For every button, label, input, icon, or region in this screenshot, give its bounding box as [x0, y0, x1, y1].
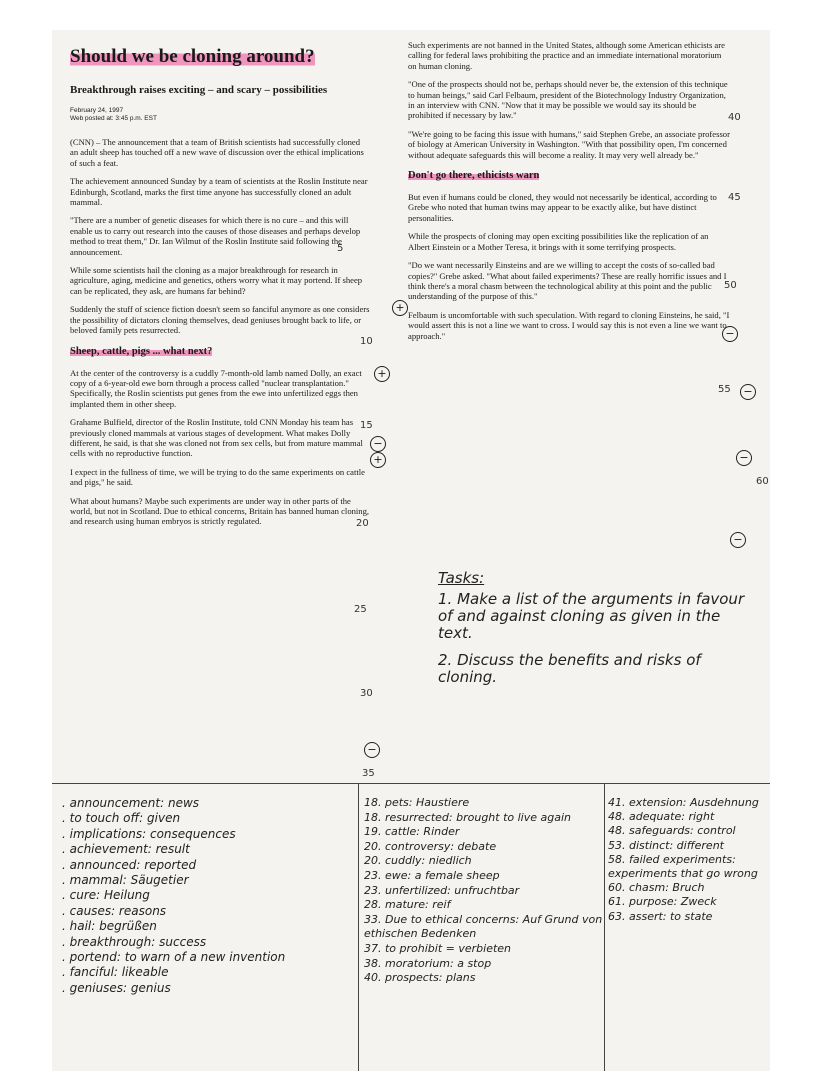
tasks-block	[438, 570, 758, 696]
paragraph: While the prospects of cloning may open exciting possibilities like the replication of an Albert Einstein or a Mother Teresa, it brings with it some terrifying prospects.	[408, 231, 709, 252]
vocab-entry: . portend: to warn of a new invention	[62, 950, 286, 965]
vocab-entry: 38. moratorium: a stop	[364, 956, 492, 970]
task-item: 1. Make a list of the arguments in favour of and against cloning as given in the text.	[438, 590, 745, 642]
paragraph: While some scientists hail the cloning as a major breakthrough for research in agriculture, aging, medicine and genetics, others worry what it may portend. If sheep can be replicated, they ask, are humans far behind?	[70, 265, 363, 296]
paragraph: Such experiments are not banned in the United States, although some American ethicists are calling for federal laws prohibiting the practice and an immediate international moratorium on human cloning.	[408, 40, 725, 71]
vocab-entry: 20. controversy: debate	[364, 839, 497, 853]
vocab-entry: 48. adequate: right	[608, 810, 715, 824]
minus-circle-icon: −	[364, 742, 380, 758]
plus-circle-icon: +	[370, 452, 386, 468]
vocab-entry: 23. unfertilized: unfruchtbar	[364, 883, 520, 897]
paragraph: Grahame Bulfield, director of the Roslin Institute, told CNN Monday his team has previously cloned mammals at various stages of development. What makes Dolly different, he said, is that she was cloned not from sex cells, but from mature mammal cells with no reproductive function.	[70, 417, 363, 459]
vocab-entry: 48. safeguards: control	[608, 824, 736, 838]
paragraph: Suddenly the stuff of science fiction doesn't seem so fanciful anymore as one considers the possibility of dictators cloning themselves, dead geniuses brought back to life, or beloved family pets resurrected.	[70, 304, 370, 336]
vocab-entry: . causes: reasons	[62, 903, 167, 918]
line-number: 60	[756, 476, 769, 487]
vocab-entry: 53. distinct: different	[608, 838, 724, 852]
vocab-entry: 18. resurrected: brought to live again	[364, 810, 571, 824]
vocab-entry: . implications: consequences	[62, 826, 236, 841]
line-number: 15	[360, 420, 373, 431]
vocab-entry: 40. prospects: plans	[364, 971, 476, 985]
paragraph: At the center of the controversy is a cuddly 7-month-old lamb named Dolly, an exact copy of a 6-year-old ewe born through a process called "nuclear transplantation." Specifically, the Roslin scientists put genes from the ewe into unfertilized eggs then implanted them in other sheep.	[70, 367, 362, 409]
vocab-entry: 23. ewe: a female sheep	[364, 868, 500, 882]
plus-circle-icon: +	[374, 366, 390, 382]
paragraph: I expect in the fullness of time, we will be trying to do the same experiments on cattle and pigs," he said.	[70, 466, 365, 488]
paragraph: "There are a number of genetic diseases for which there is no cure – and this will enable us to carry out research into the causes of those diseases and perhaps develop method to treat them," Dr. Ian Wilmut of the Roslin Institute said following the announcement.	[70, 215, 361, 257]
task-item: 2. Discuss the benefits and risks of cloning.	[438, 651, 701, 686]
vocab-list-2	[364, 796, 604, 986]
minus-circle-icon: −	[736, 450, 752, 466]
section-heading: Don't go there, ethicists warn	[408, 170, 540, 182]
vocab-entry: . achievement: result	[62, 842, 190, 857]
vocab-column-divider	[358, 783, 359, 1071]
vocab-list-3	[608, 796, 768, 924]
vocab-entry: . cure: Heilung	[62, 888, 150, 903]
vocab-entry: 61. purpose: Zweck	[608, 895, 717, 909]
vocab-entry: . announced: reported	[62, 857, 197, 872]
vocab-entry: 60. chasm: Bruch	[608, 881, 705, 895]
paragraph: The achievement announced Sunday by a team of scientists at the Roslin Institute near Edinburgh, Scotland, marks the first time anyone has successfully cloned an adult mammal.	[70, 176, 368, 208]
section-heading: Sheep, cattle, pigs ... what next?	[70, 345, 213, 357]
line-number: 50	[724, 280, 737, 291]
paragraph: But even if humans could be cloned, they would not necessarily be identical, according to Grebe who noted that human twins may appear to be exactly alike, but have distinct personalities.	[408, 192, 717, 223]
vocab-entry: 18. pets: Haustiere	[364, 796, 470, 809]
line-number: 55	[718, 384, 731, 395]
vocab-entry: 20. cuddly: niedlich	[364, 854, 472, 868]
vocab-entry: . fanciful: likeable	[62, 965, 169, 980]
vocab-entry: 63. assert: to state	[608, 909, 713, 923]
article-title: Should we be cloning around?	[70, 46, 315, 67]
vocab-entry: 37. to prohibit = verbieten	[364, 941, 512, 955]
vocab-top-divider	[52, 783, 770, 784]
minus-circle-icon: −	[370, 436, 386, 452]
plus-circle-icon: +	[392, 300, 408, 316]
vocab-entry: 33. Due to ethical concerns: Auf Grund von ethischen Bedenken	[364, 912, 603, 941]
line-number: 5	[337, 243, 344, 254]
line-number: 20	[356, 518, 369, 529]
tasks-heading: Tasks:	[438, 569, 485, 587]
article-posted-time: Web posted at: 3:45 p.m. EST	[70, 115, 157, 122]
minus-circle-icon: −	[730, 532, 746, 548]
article-subtitle: Breakthrough raises exciting – and scary – possibilities	[70, 84, 328, 96]
paragraph: Felbaum is uncomfortable with such speculation. With regard to cloning Einsteins, he said, "I would assert this is not a line we want to cross. I would say this is not even a line we want to approach."	[408, 309, 730, 341]
vocab-entry: 41. extension: Ausdehnung	[608, 796, 759, 809]
paragraph: What about humans? Maybe such experiments are under way in other parts of the world, but not in Scotland. Due to ethical concerns, Britain has banned human cloning, and research using human embryos is strictly regulated.	[70, 495, 370, 527]
vocab-entry: 58. failed experiments: experiments that go wrong	[608, 852, 758, 881]
article-left-column	[70, 40, 370, 535]
vocab-entry: 19. cattle: Rinder	[364, 825, 460, 839]
paragraph: "We're going to be facing this issue with humans," said Stephen Grebe, an associate professor of biology at American University in Washington. "With that possibility open, I'm concerned without adequate safeguards this will become a reality. It may very well already be."	[408, 128, 730, 160]
vocab-column-divider	[604, 783, 605, 1071]
vocab-entry: . announcement: news	[62, 796, 200, 810]
line-number: 10	[360, 336, 373, 347]
line-number: 25	[354, 604, 367, 615]
vocab-entry: . mammal: Säugetier	[62, 873, 189, 888]
minus-circle-icon: −	[722, 326, 738, 342]
vocab-entry: . hail: begrüßen	[62, 919, 157, 934]
vocab-entry: . breakthrough: success	[62, 934, 207, 949]
minus-circle-icon: −	[740, 384, 756, 400]
line-number: 40	[728, 112, 741, 123]
line-number: 30	[360, 688, 373, 699]
vocab-entry: . to touch off: given	[62, 811, 181, 826]
line-number: 45	[728, 192, 741, 203]
vocab-list-1	[62, 796, 352, 996]
article-date: February 24, 1997	[70, 107, 124, 114]
paragraph: (CNN) – The announcement that a team of British scientists had successfully cloned an adult sheep has touched off a new wave of discussion over the ethical implications of such a feat.	[70, 137, 364, 168]
paragraph: "Do we want necessarily Einsteins and are we willing to accept the costs of so-called bad copies?" Grebe asked. "What about failed experiments? These are really horrific issues and I think there's a moral chasm between the technological ability at this point and the public understanding of the purpose of this."	[408, 260, 727, 302]
paragraph: "One of the prospects should not be, perhaps should never be, the extension of this technique to human beings," said Carl Felbaum, president of the Biotechnology Industry Organization, in an interview with CNN. "Now that it may be possible we would say its should be prohibited if necessary by law."	[408, 79, 728, 121]
article-dateline	[70, 107, 370, 123]
vocab-entry: 28. mature: reif	[364, 898, 451, 912]
vocab-entry: . geniuses: genius	[62, 980, 171, 995]
line-number: 35	[362, 768, 375, 779]
article-right-column	[408, 40, 730, 349]
